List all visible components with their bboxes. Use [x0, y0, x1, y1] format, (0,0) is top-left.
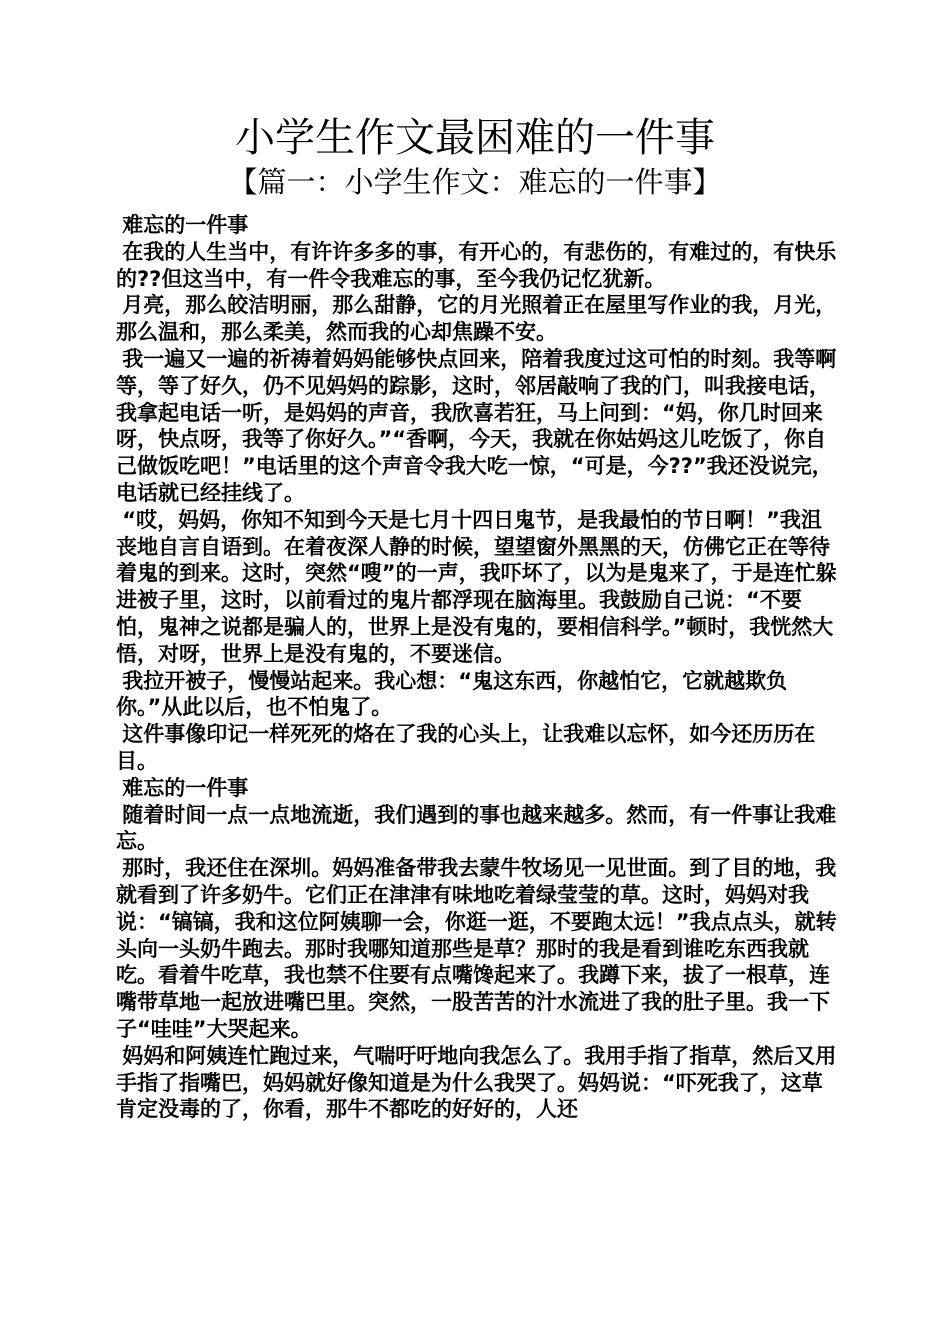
paragraph: 随着时间一点一点地流逝，我们遇到的事也越来越多。然而，有一件事让我难忘。	[116, 802, 837, 854]
article-body	[116, 212, 842, 1123]
paragraph: 妈妈和阿姨连忙跑过来，气喘吁吁地向我怎么了。我用手指了指草，然后又用手指了指嘴巴，妈妈就好像知道是为什么我哭了。妈妈说：“吓死我了，这草肯定没毒的了，你看，那牛不都吃的好好的，人还	[116, 1043, 837, 1122]
document-title: 小学生作文最困难的一件事	[235, 115, 715, 161]
paragraph: 我拉开被子，慢慢站起来。我心想：“鬼这东西，你越怕它，它就越欺负你。”从此以后，也不怕鬼了。	[116, 668, 788, 720]
paragraph: 在我的人生当中，有许许多多的事，有开心的，有悲伤的，有难过的，有快乐的??但这当中，有一件令我难忘的事，至今我仍记忆犹新。	[116, 239, 837, 291]
section-heading: 难忘的一件事	[122, 775, 249, 800]
paragraph: 月亮，那么皎洁明丽，那么甜静，它的月光照着正在屋里写作业的我，月光，那么温和，那么柔美，然而我的心却焦躁不安。	[116, 293, 837, 345]
paragraph: 我一遍又一遍的祈祷着妈妈能够快点回来，陪着我度过这可怕的时刻。我等啊等，等了好久，仍不见妈妈的踪影，这时，邻居敲响了我的门，叫我接电话，我拿起电话一听，是妈妈的声音，我欣喜若狂，马上问到：“妈，你几时回来呀，快点呀，我等了你好久。”“香啊，今天，我就在你姑妈这儿吃饭了，你自己做饭吃吧！”电话里的这个声音令我大吃一惊，“可是，今??”我还没说完，电话就已经挂线了。	[116, 346, 837, 505]
section-heading: 难忘的一件事	[122, 213, 249, 237]
paragraph: 那时，我还住在深圳。妈妈准备带我去蒙牛牧场见一见世面。到了目的地，我就看到了许多奶牛。它们正在津津有味地吃着绿莹莹的草。这时，妈妈对我说：“镐镐，我和这位阿姨聊一会，你逛一逛，不要跑太远！”我点点头，就转头向一头奶牛跑去。那时我哪知道那些是草？那时的我是看到谁吃东西我就吃。看着牛吃草，我也禁不住要有点嘴馋起来了。我蹲下来，拔了一根草，连嘴带草地一起放进嘴巴里。突然，一股苦苦的汁水流进了我的肚子里。我一下子“哇哇”大哭起来。	[116, 856, 837, 1041]
paragraph: “哎，妈妈，你知不知到今天是七月十四日鬼节，是我最怕的节日啊！”我沮丧地自言自语到。在着夜深人静的时候，望望窗外黑黑的天，仿佛它正在等待着鬼的到来。这时，突然“嗖”的一声，我吓坏了，以为是鬼来了，于是连忙躲进被子里，这时，以前看过的鬼片都浮现在脑海里。我鼓励自己说：“不要怕，鬼神之说都是骗人的，世界上是没有鬼的，要相信科学。”顿时，我恍然大悟，对呀，世界上是没有鬼的，不要迷信。	[116, 507, 837, 666]
document-subtitle: 【篇一：小学生作文：难忘的一件事】	[228, 165, 722, 199]
paragraph: 这件事像印记一样死死的烙在了我的心头上，让我难以忘怀，如今还历历在目。	[116, 722, 816, 773]
